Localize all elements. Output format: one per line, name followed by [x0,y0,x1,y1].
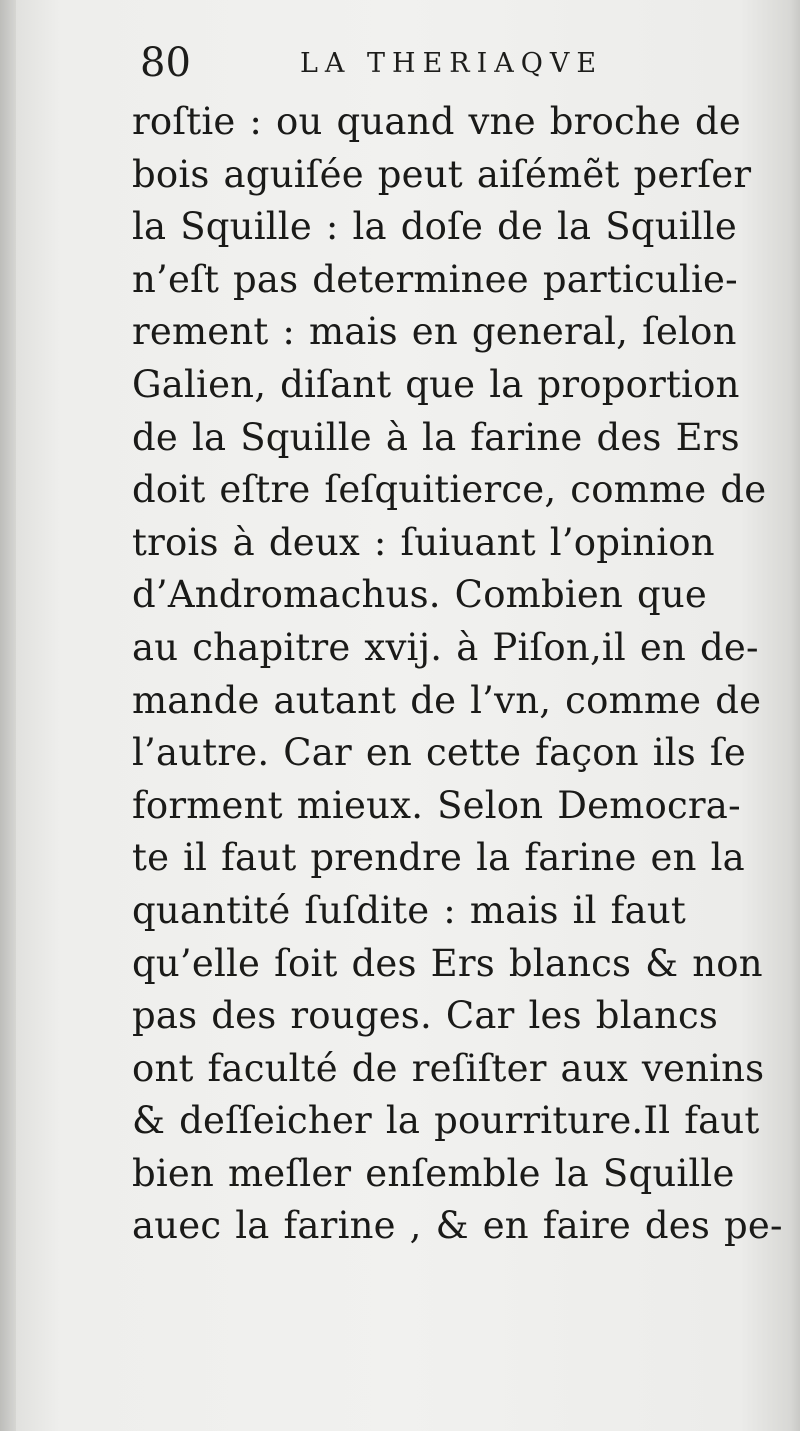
text-line: bien meſler enſemble la Squille [132,1151,735,1195]
text-line: l’autre. Car en cette façon ils ſe [132,731,746,775]
text-line: mande autant de l’vn, comme de [132,678,762,722]
page-gutter-edge [0,0,16,1431]
running-title: LA THERIAQVE [300,48,604,79]
text-line: n’eſt pas determinee particulie- [132,257,738,301]
text-line: roſtie : ou quand vne broche de [132,100,741,143]
text-line: & deſſeicher la pourriture.Il faut [132,1099,760,1143]
text-line: rement : mais en general, ſelon [132,310,737,354]
text-line: qu’elle ſoit des Ers blancs & non [132,941,763,985]
running-head [140,38,700,88]
text-line: bois aguiſée peut aiſémẽt perſer [132,152,752,196]
text-line: d’Andromachus. Combien que [132,573,707,617]
text-line: auec la farine , & en faire des pe- [132,1204,783,1248]
page-number: 80 [140,40,191,86]
text-line: quantité ſuſdite : mais il faut [132,888,686,932]
text-line: au chapitre xvij. à Piſon,il en de- [132,625,759,669]
text-line: doit eſtre ſeſquitierce, comme de [132,468,767,512]
text-line: te il faut prendre la farine en la [132,836,745,880]
text-line: trois à deux : ſuiuant l’opinion [132,520,715,564]
text-line: pas des rouges. Car les blancs [132,994,719,1038]
text-line: la Squille : la doſe de la Squille [132,205,737,249]
text-line: ont faculté de reſiſter aux venins [132,1046,765,1090]
text-line: Galien, diſant que la proportion [132,362,740,406]
body-text [132,96,792,1253]
text-line: forment mieux. Selon Democra- [132,783,741,827]
text-line: de la Squille à la farine des Ers [132,415,740,459]
